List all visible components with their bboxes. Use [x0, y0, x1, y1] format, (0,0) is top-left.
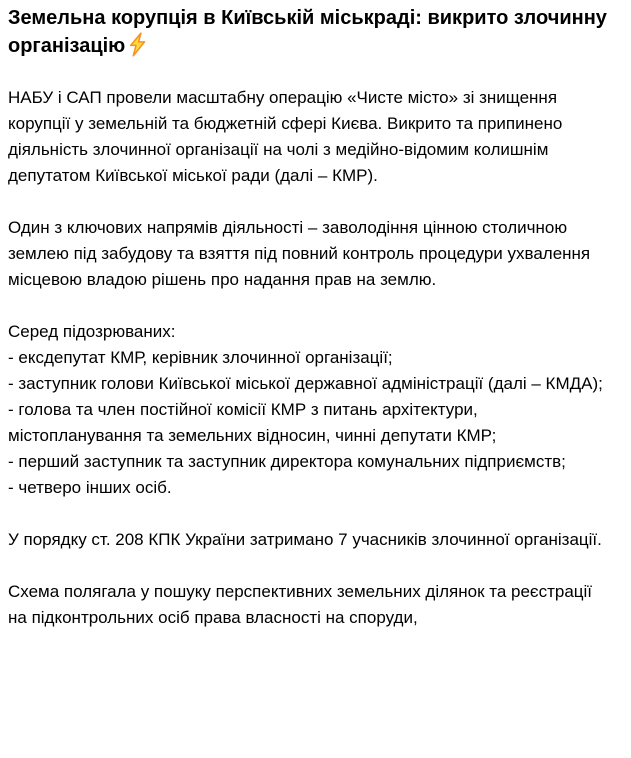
suspect-item-enterprise-directors: - перший заступник та заступник директора комунальних підприємств;	[8, 452, 566, 471]
paragraph-detained: У порядку ст. 208 КПК України затримано 7 учасників злочинної організації.	[8, 530, 602, 549]
suspect-item-ex-deputy: - ексдепутат КМР, керівник злочинної організації;	[8, 348, 393, 367]
suspects-list	[8, 319, 613, 501]
suspect-item-commission-members: - голова та член постійної комісії КМР з питань архітектури, містопланування та земельних відносин, чинні депутати КМР;	[8, 400, 497, 445]
paragraph-key-activity: Один з ключових напрямів діяльності – заволодіння цінною столичною землею під забудову та взяття під повний контроль процедури ухвалення місцевою владою рішень про надання прав на землю.	[8, 218, 591, 289]
paragraph-operation-intro: НАБУ і САП провели масштабну операцію «Чисте місто» зі знищення корупції у земельній та бюджетній сфері Києва. Викрито та припинено діяльність злочинної організації на чолі з медійно-відомим колишнім депутатом Київської міської ради (далі – КМР).	[8, 88, 563, 185]
lightning-icon	[128, 32, 147, 57]
post-title	[8, 5, 613, 60]
paragraph-scheme: Схема полягала у пошуку перспективних земельних ділянок та реєстрації на підконтрольних осіб права власності на споруди,	[8, 582, 593, 627]
suspects-heading: Серед підозрюваних:	[8, 322, 176, 341]
suspect-item-deputy-head-kmda: - заступник голови Київської міської державної адміністрації (далі – КМДА);	[8, 374, 603, 393]
post-title-text: Земельна корупція в Київській міськраді: викрито злочинну організацію	[8, 7, 607, 57]
suspect-item-four-others: - четверо інших осіб.	[8, 478, 172, 497]
